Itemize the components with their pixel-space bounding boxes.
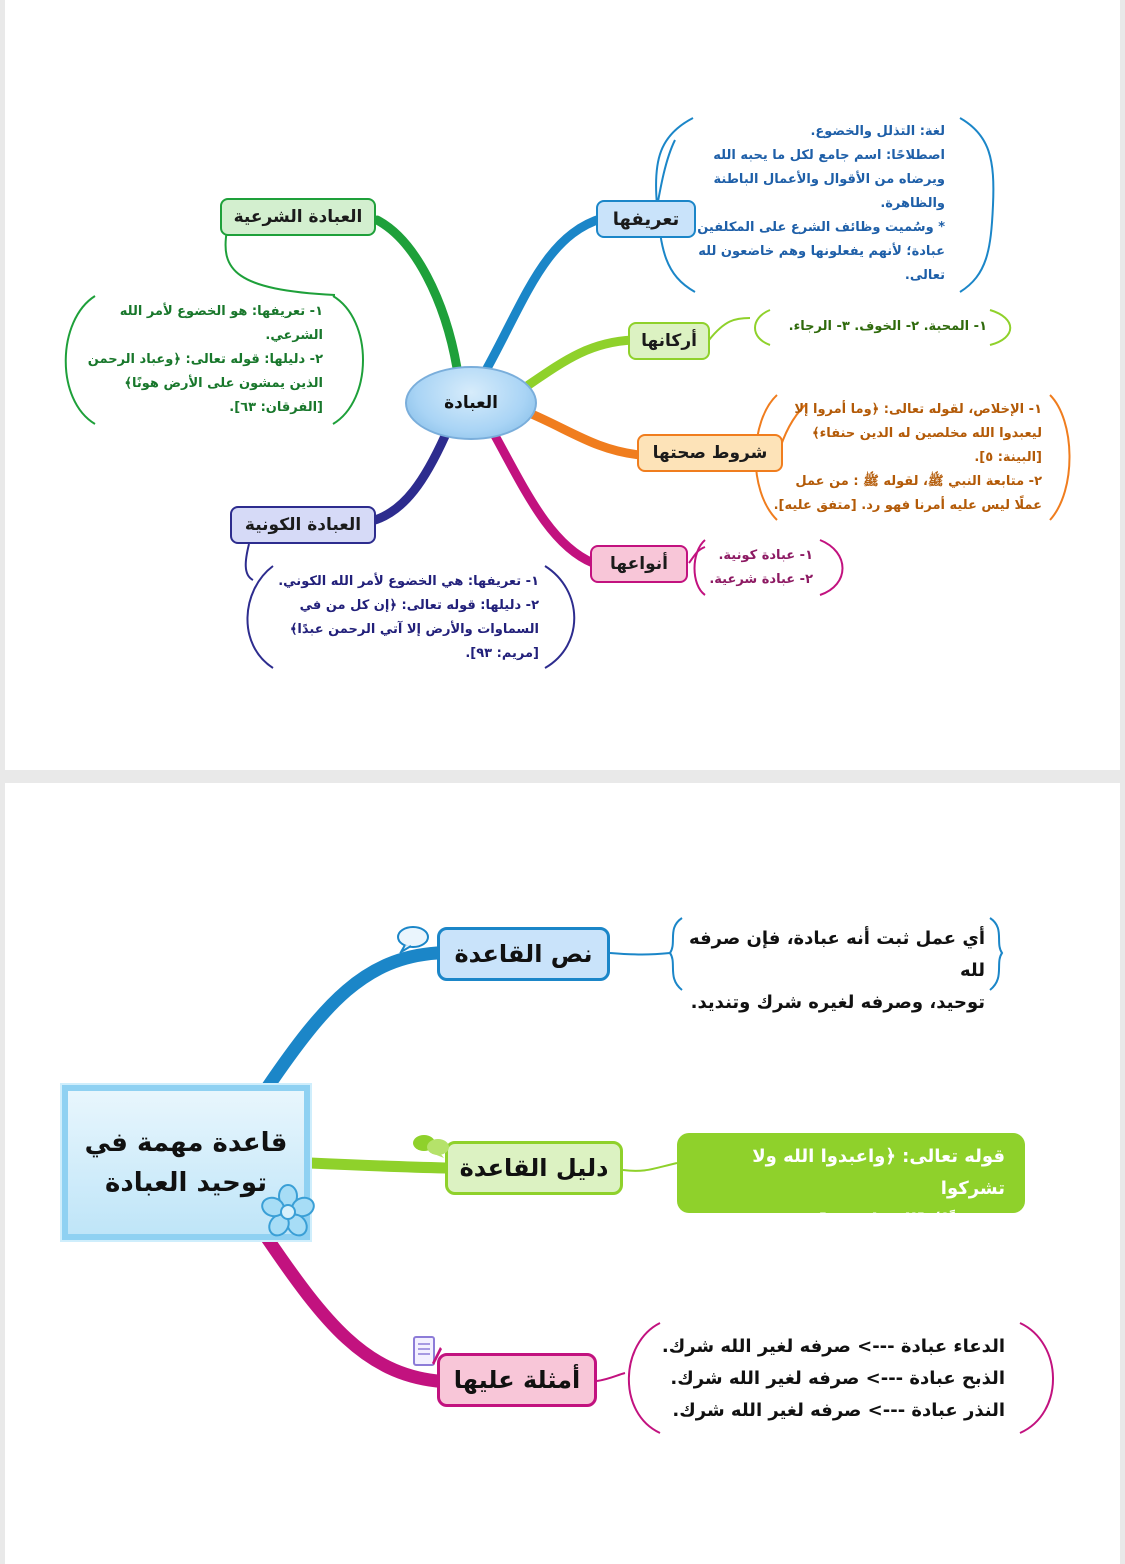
central-title-line1: قاعدة مهمة في [84, 1127, 288, 1158]
node-tarifuha: تعريفها [596, 200, 696, 238]
note-kawniya: ١- تعريفها: هي الخضوع لأمر الله الكوني. ٢- دليلها: قوله تعالى: ﴿إن كل من في السماوات والأرض إلا آتي الرحمن عبدًا﴾ [مريم: ٩٣]. [278, 574, 539, 661]
note-anwauha: ١- عبادة كونية. ٢- عبادة شرعية. [709, 548, 813, 587]
node-shurut: شروط صحتها [637, 434, 783, 472]
link-arkanuha [527, 340, 633, 386]
note-shurut: ١- الإخلاص، لقوله تعالى: ﴿وما أمروا إلا ليعبدوا الله مخلصين له الدين حنفاء﴾ [البينة: ٥]. ٢- متابعة النبي ﷺ، لقوله ﷺ : من عمل عملًا ليس عليه أمرنا فهو رد. [متفق عليه]. [773, 402, 1042, 513]
node-kawniya: العبادة الكونية [230, 506, 376, 544]
speech-bubble-icon [395, 925, 431, 953]
brace-nass [670, 918, 682, 990]
chat-bubbles-icon [410, 1133, 450, 1159]
center-node-ibada: العبادة [405, 366, 537, 440]
note-dalil: قوله تعالى: ﴿واعبدوا الله ولا تشركوا به شيئًا﴾ [النساء: ٣٦]. [752, 1146, 1005, 1231]
central-title-line2: توحيد العبادة [105, 1167, 267, 1198]
brace-amthila [629, 1323, 660, 1433]
node-anwauha: أنواعها [590, 545, 688, 583]
flower-icon [260, 1183, 316, 1239]
link-sharia [377, 220, 457, 368]
link-kawniya [375, 436, 445, 520]
node-arkanuha: أركانها [628, 322, 710, 360]
link-nass [267, 953, 437, 1088]
mind-map-page-1 [5, 0, 1120, 770]
note-amthila: الدعاء عبادة ---> صرفه لغير الله شرك. الذبح عبادة ---> صرفه لغير الله شرك. النذر عبادة ---> صرفه لغير الله شرك. [661, 1336, 1005, 1421]
note-arkanuha: ١- المحبة. ٢- الخوف. ٣- الرجاء. [788, 319, 987, 334]
note-tarifuha: لغة: التذلل والخضوع. اصطلاحًا: اسم جامع لكل ما يحبه الله ويرضاه من الأقوال والأعمال الباطنة والظاهرة. * وسُميت وظائف الشرع على المكلفين عبادة؛ لأنهم يفعلونها وهم خاضعون لله تعالى. [697, 124, 945, 283]
note-sharia: ١- تعريفها: هو الخضوع لأمر الله الشرعي. ٢- دليلها: قوله تعالى: ﴿وعباد الرحمن الذين يمشون على الأرض هونًا﴾ [الفرقان: ٦٣]. [87, 304, 323, 415]
mind-map-page-2 [5, 783, 1120, 1564]
node-sharia: العبادة الشرعية [220, 198, 376, 236]
notepad-icon [410, 1333, 442, 1369]
node-amthila: أمثلة عليها [437, 1353, 597, 1407]
link-shurut [527, 412, 640, 455]
note-nass: أي عمل ثبت أنه عبادة، فإن صرفه لله توحيد، وصرفه لغيره شرك وتنديد. [688, 928, 985, 1013]
link-dalil [310, 1163, 445, 1168]
node-dalil: دليل القاعدة [445, 1141, 623, 1195]
node-nass: نص القاعدة [437, 927, 610, 981]
link-anwauha [493, 432, 593, 563]
